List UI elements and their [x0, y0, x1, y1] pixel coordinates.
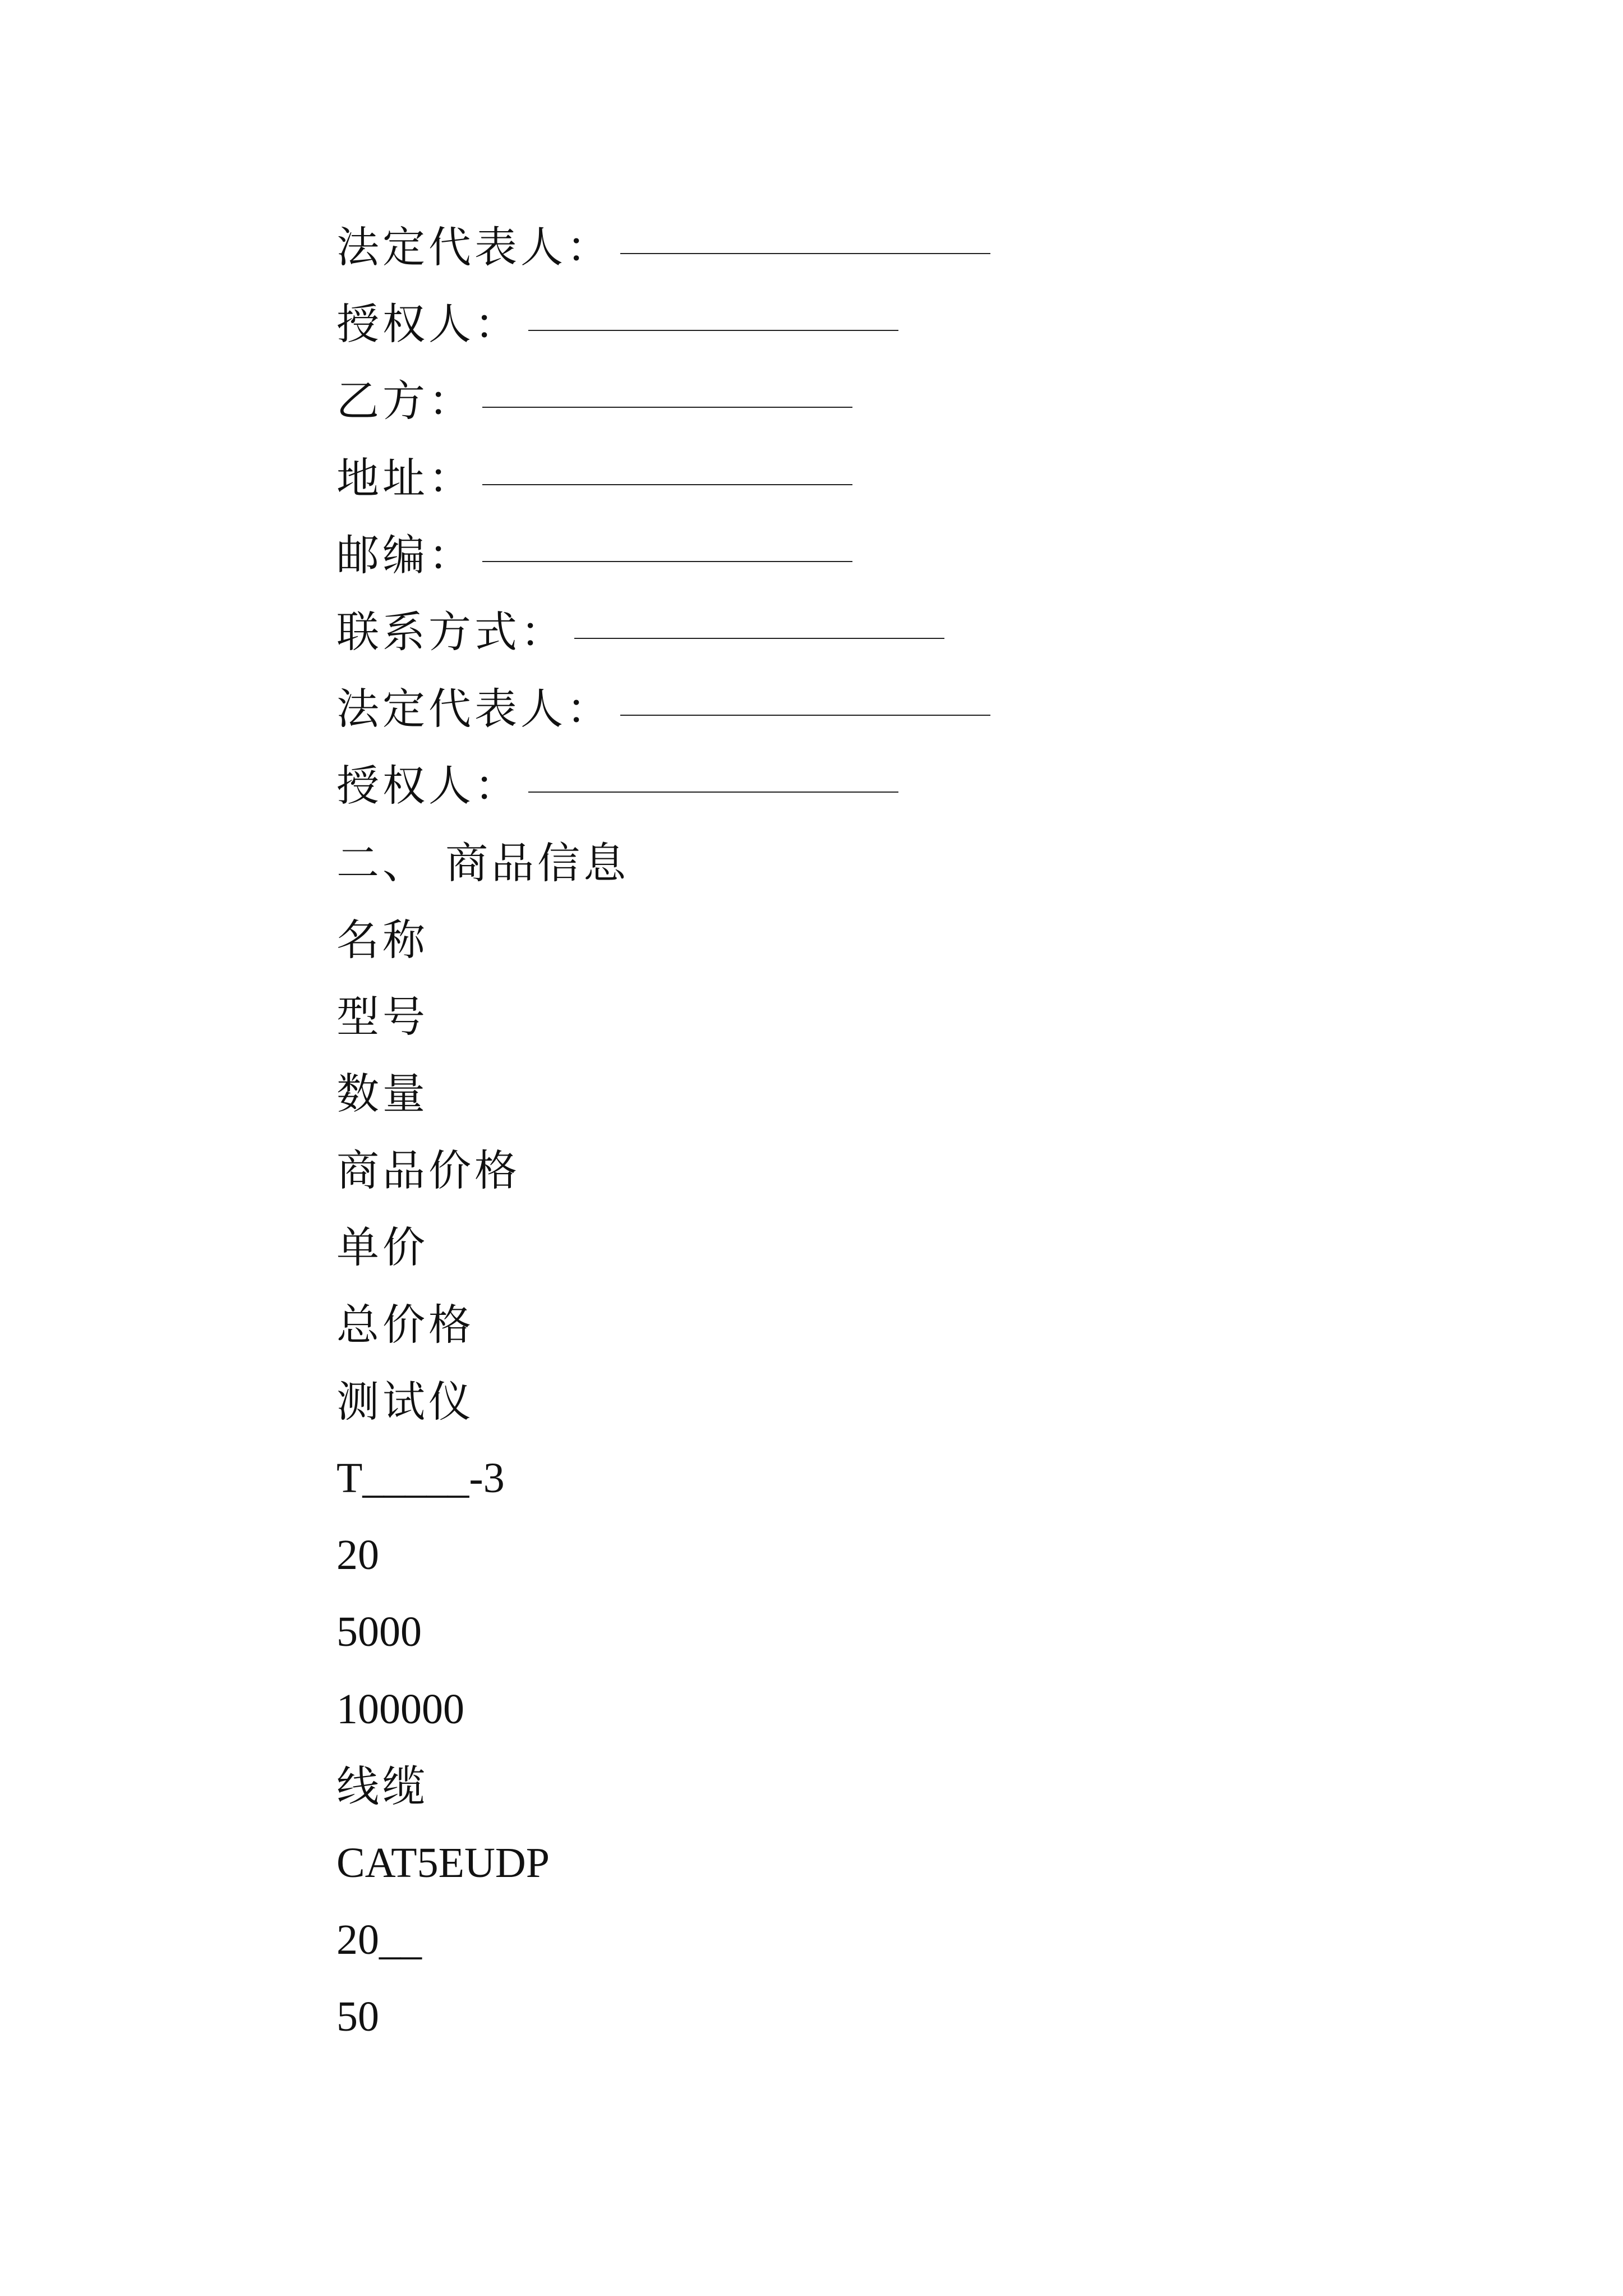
document-body — [336, 209, 1346, 2056]
party-a-legal-rep-line — [336, 209, 1346, 286]
item-2-unit-price: 50 — [336, 1993, 379, 2041]
item-1-quantity: 20 — [336, 1531, 379, 1579]
item-1-name: 测试仪 — [336, 1376, 474, 1427]
field-price-heading: 商品价格 — [336, 1145, 520, 1196]
party-b-postcode-line — [336, 517, 1346, 593]
field-unit-price: 单价 — [336, 1222, 428, 1273]
party-a-legal-rep-blank[interactable] — [620, 253, 990, 254]
party-b-postcode-blank[interactable] — [482, 561, 852, 562]
field-quantity: 数量 — [336, 1069, 428, 1119]
party-b-contact-label: 联系方式： — [336, 606, 566, 657]
party-b-legal-rep-label: 法定代表人： — [336, 684, 612, 734]
item-2-quantity: 20__ — [336, 1916, 422, 1964]
party-b-legal-rep-line — [336, 670, 1346, 747]
item-2-model: CAT5EUDP — [336, 1839, 550, 1887]
party-b-legal-rep-blank[interactable] — [620, 715, 990, 716]
section-heading — [336, 825, 1346, 901]
section-heading-text: 二、 商品信息 — [336, 838, 630, 888]
item-1-total-price: 100000 — [336, 1685, 464, 1733]
item-1-model: T_____-3 — [336, 1455, 505, 1502]
party-b-contact-blank[interactable] — [574, 638, 944, 639]
party-b-address-blank[interactable] — [482, 484, 852, 485]
party-b-contact-line — [336, 593, 1346, 670]
party-b-line — [336, 362, 1346, 439]
party-b-authorized-label: 授权人： — [336, 761, 520, 811]
item-2-name: 线缆 — [336, 1761, 428, 1811]
party-b-authorized-blank[interactable] — [528, 792, 898, 793]
party-b-postcode-label: 邮编： — [336, 530, 474, 580]
party-b-address-line — [336, 440, 1346, 517]
party-a-authorized-blank[interactable] — [528, 330, 898, 331]
party-a-authorized-line — [336, 286, 1346, 362]
item-1-unit-price: 5000 — [336, 1608, 422, 1656]
party-b-address-label: 地址： — [336, 453, 474, 503]
party-a-legal-rep-label: 法定代表人： — [336, 222, 612, 272]
party-b-label: 乙方： — [336, 376, 474, 426]
field-name: 名称 — [336, 914, 428, 965]
field-model: 型号 — [336, 991, 428, 1042]
field-total-price: 总价格 — [336, 1299, 474, 1350]
party-a-authorized-label: 授权人： — [336, 299, 520, 349]
party-b-authorized-line — [336, 747, 1346, 824]
party-b-blank[interactable] — [482, 407, 852, 408]
